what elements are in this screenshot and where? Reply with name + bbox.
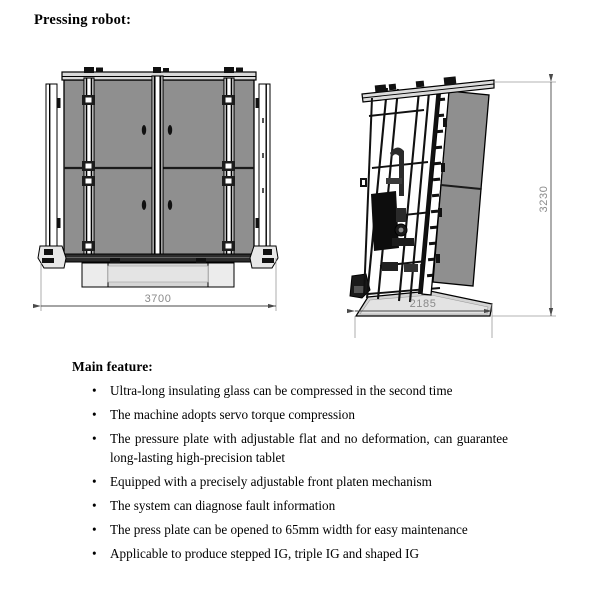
feature-list xyxy=(88,381,508,568)
bullet-icon: • xyxy=(92,545,97,561)
technical-drawings xyxy=(0,58,600,338)
bullet-icon: • xyxy=(92,383,97,398)
bullet-icon: • xyxy=(92,498,97,514)
list-item-text: The pressure plate with adjustable flat and no deformation, can guarantee long-lasting high-precision tablet xyxy=(110,430,508,466)
side-height-dimension-label: 3230 xyxy=(538,185,550,213)
list-item-text: Applicable to produce stepped IG, triple IG and shaped IG xyxy=(110,545,420,561)
front-elevation-drawing xyxy=(38,67,278,311)
list-item xyxy=(88,544,508,563)
list-item-text: The machine adopts servo torque compression xyxy=(110,406,355,422)
list-item xyxy=(88,405,508,424)
list-item-text: Equipped with a precisely adjustable front platen mechanism xyxy=(110,474,432,490)
list-item xyxy=(88,381,508,400)
side-elevation-drawing xyxy=(350,76,556,338)
bullet-icon: • xyxy=(92,406,97,422)
list-item xyxy=(88,472,508,491)
list-item xyxy=(88,520,508,539)
list-item-text: The press plate can be opened to 65mm width for easy maintenance xyxy=(110,521,468,537)
side-width-dimension-label: 2185 xyxy=(409,298,437,310)
list-item xyxy=(88,429,508,468)
list-item-text: The system can diagnose fault information xyxy=(110,498,336,514)
bullet-icon: • xyxy=(92,521,97,537)
bullet-icon: • xyxy=(92,474,97,490)
list-item-text: Ultra-long insulating glass can be compressed in the second time xyxy=(110,383,453,398)
front-width-dimension-label: 3700 xyxy=(144,293,172,305)
list-item xyxy=(88,496,508,515)
bullet-icon: • xyxy=(92,430,97,446)
main-feature-heading: Main feature: xyxy=(72,359,153,374)
page-title: Pressing robot: xyxy=(34,12,132,28)
